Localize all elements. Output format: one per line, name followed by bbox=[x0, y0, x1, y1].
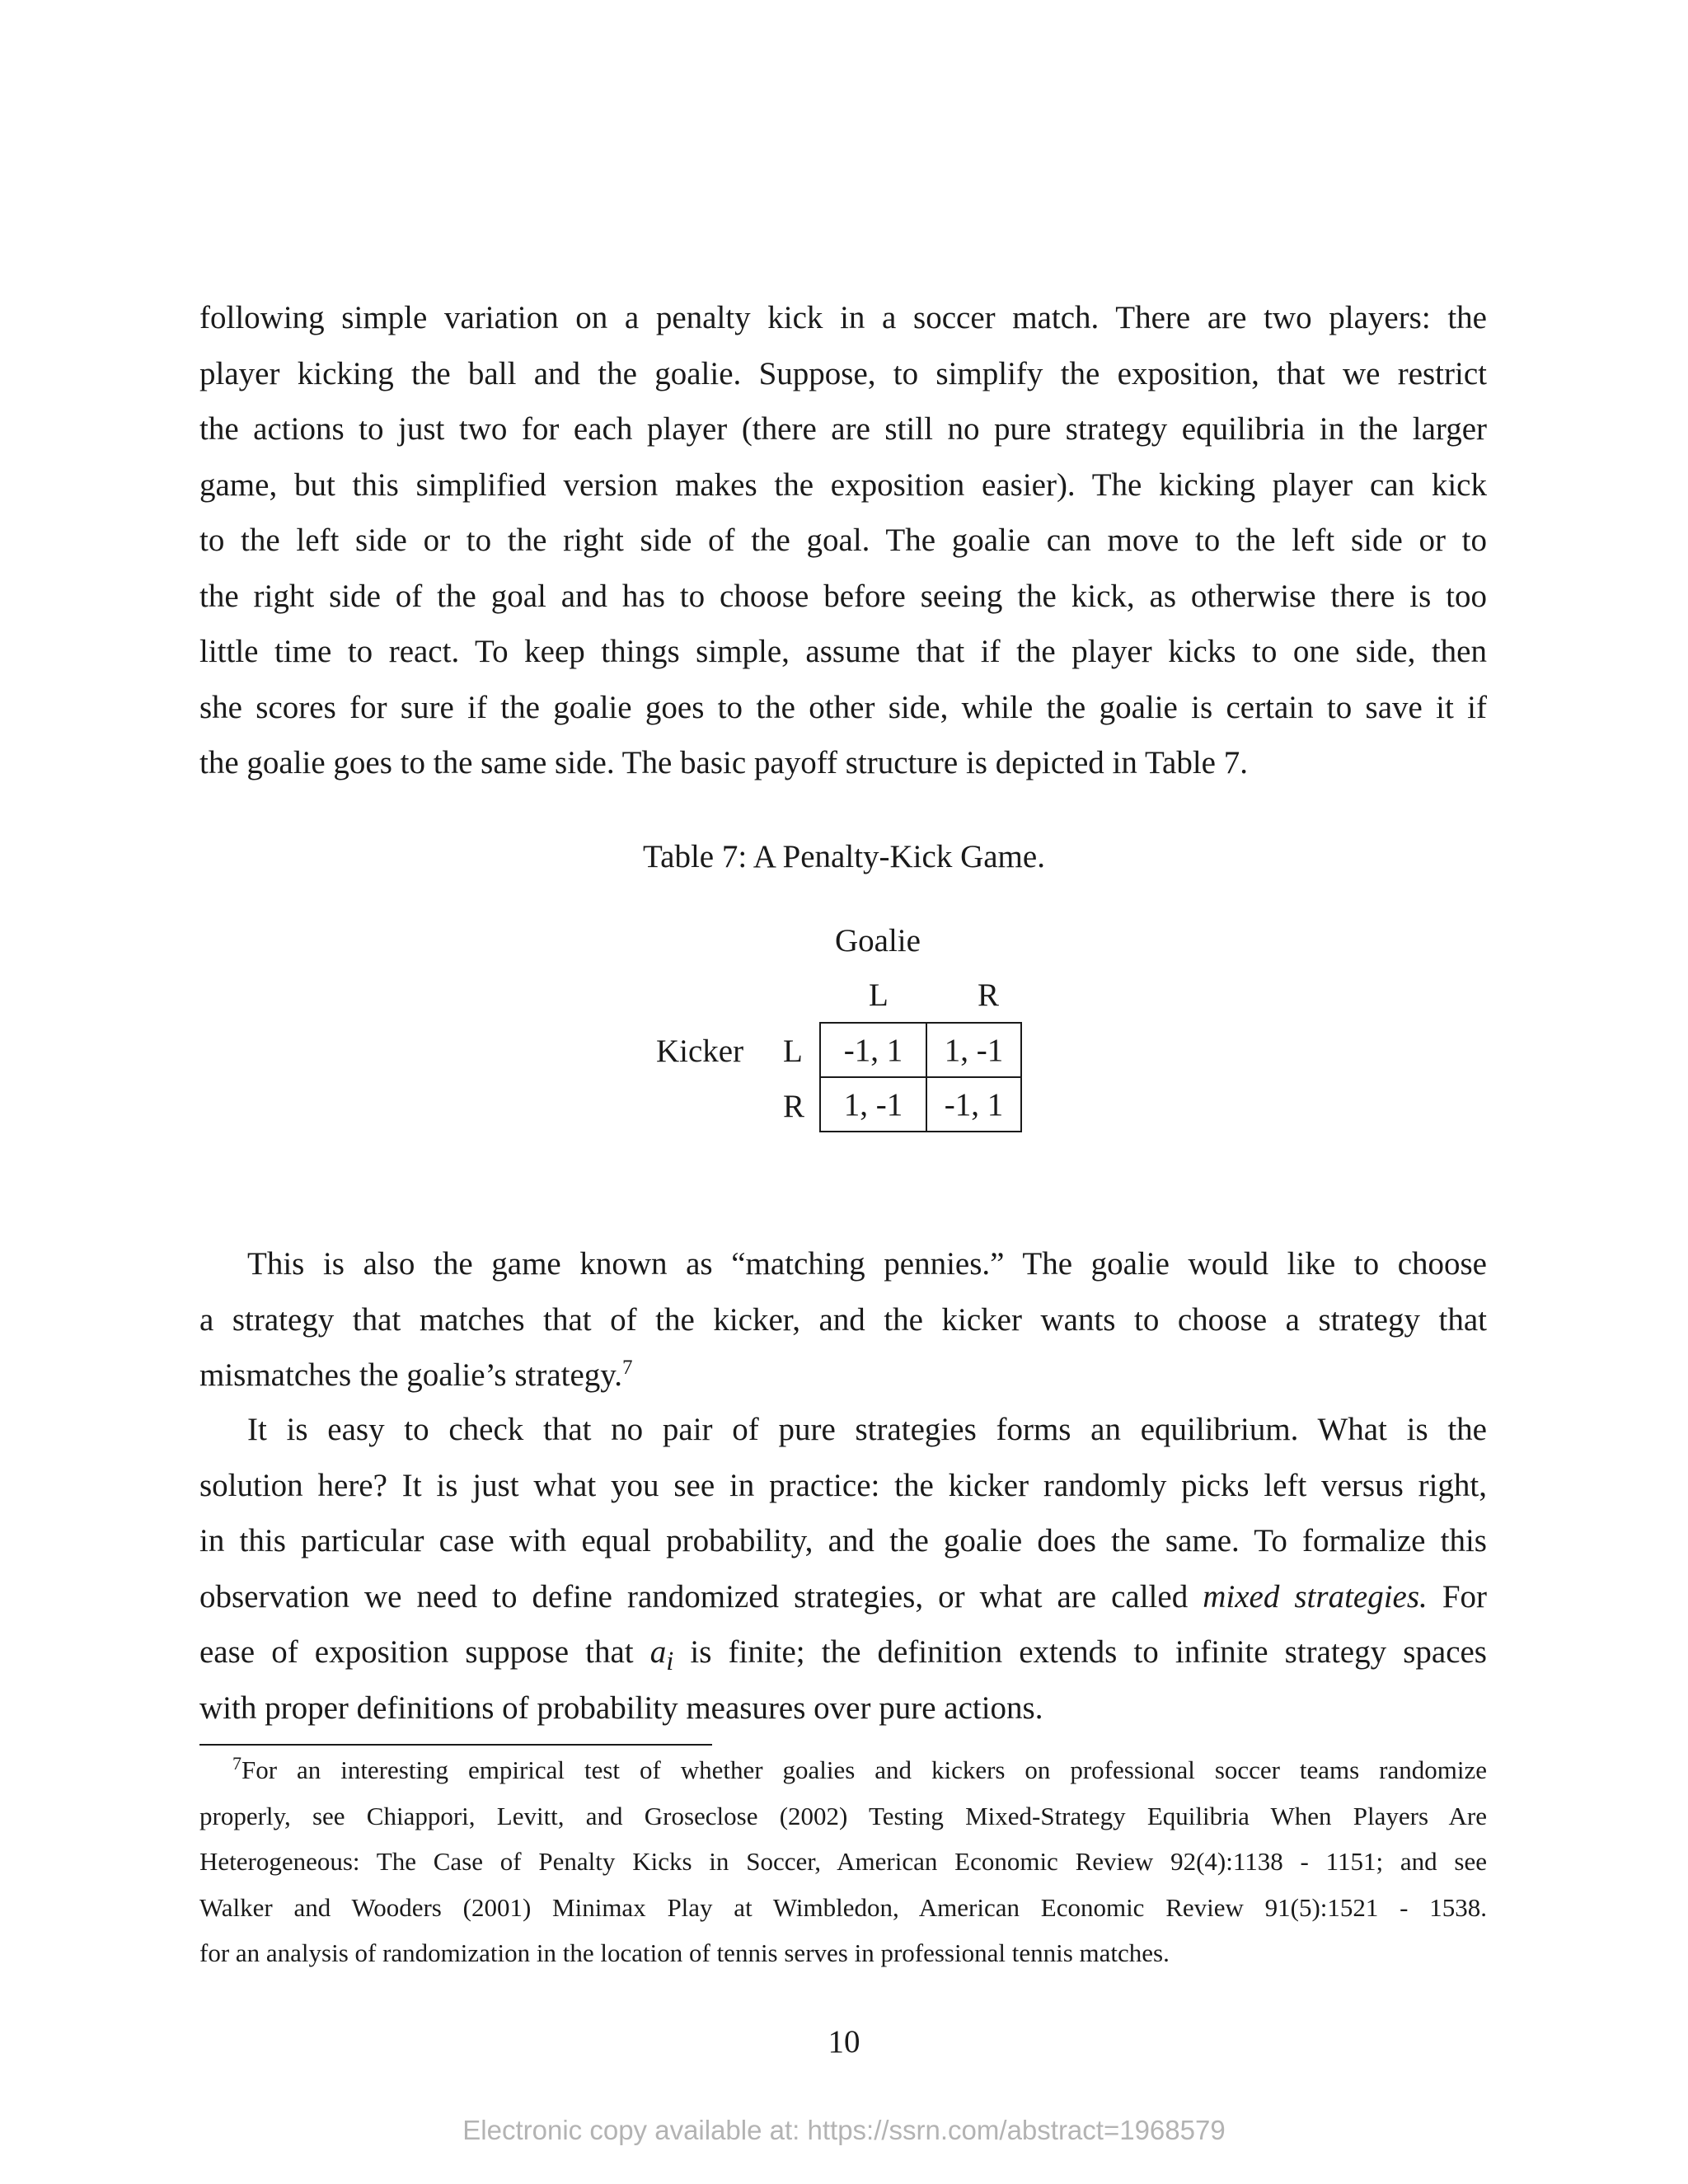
column-action-label: L bbox=[869, 977, 889, 1013]
column-player-label: Goalie bbox=[835, 923, 921, 958]
math-variable: a bbox=[649, 1634, 667, 1670]
paragraph-line: little time to react. To keep things simple, assume that if the player kicks to one side, then bbox=[199, 634, 1487, 669]
emphasis-text: mixed strategies. bbox=[1203, 1578, 1428, 1615]
paragraph-line bbox=[199, 1624, 1487, 1680]
paragraph-line: the goalie goes to the same side. The basic payoff structure is depicted in Table 7. bbox=[199, 745, 1248, 780]
line-text: This is also the game known as “matching pennies.” The goalie would like to choose bbox=[247, 1246, 1487, 1282]
paragraph-line: solution here? It is just what you see in practice: the kicker randomly picks left versus right, bbox=[199, 1467, 1487, 1503]
footnote-line: properly, see Chiappori, Levitt, and Groseclose (2002) Testing Mixed-Strategy Equilibria When Players Are bbox=[199, 1801, 1487, 1830]
line-text: is finite; the definition extends to infinite strategy spaces bbox=[673, 1634, 1487, 1670]
paragraph-line: the right side of the goal and has to choose before seeing the kick, as otherwise there is too bbox=[199, 578, 1487, 614]
math-subscript-text: i bbox=[666, 1646, 674, 1676]
footnote-line: Heterogeneous: The Case of Penalty Kicks in Soccer, American Economic Review 92(4):1138 - 1151; and see bbox=[199, 1847, 1487, 1876]
paragraph-line: she scores for sure if the goalie goes to the other side, while the goalie is certain to save it if bbox=[199, 689, 1487, 725]
line-text: For bbox=[1427, 1578, 1487, 1615]
row-action-label: L bbox=[783, 1033, 803, 1069]
body-paragraph-1 bbox=[199, 290, 1487, 791]
ssrn-watermark[interactable]: Electronic copy available at: https://ssrn.com/abstract=1968579 bbox=[462, 2115, 1226, 2145]
row-player-label: Kicker bbox=[656, 1033, 744, 1069]
line-text: observation we need to define randomized strategies, or what are called bbox=[199, 1578, 1203, 1615]
paragraph-line: in this particular case with equal probability, and the goalie does the same. To formalize this bbox=[199, 1523, 1487, 1558]
payoff-cell: 1, -1 bbox=[820, 1077, 926, 1132]
body-paragraph-3 bbox=[199, 1402, 1487, 1736]
paragraph-line bbox=[199, 1402, 1487, 1458]
paragraph-line: player kicking the ball and the goalie. Suppose, to simplify the exposition, that we restrict bbox=[199, 355, 1487, 391]
payoff-matrix bbox=[819, 1022, 1022, 1132]
line-text: It is easy to check that no pair of pure strategies forms an equilibrium. What is the bbox=[247, 1412, 1487, 1447]
paragraph-line: the actions to just two for each player (there are still no pure strategy equilibria in the larger bbox=[199, 411, 1487, 447]
paragraph-line: with proper definitions of probability measures over pure actions. bbox=[199, 1690, 1043, 1726]
footnote-line: for an analysis of randomization in the location of tennis serves in professional tennis matches. bbox=[199, 1938, 1170, 1967]
table-caption: Table 7: A Penalty-Kick Game. bbox=[643, 839, 1045, 874]
table-row bbox=[820, 1023, 1021, 1077]
body-paragraph-2 bbox=[199, 1236, 1487, 1404]
footnote-line: Walker and Wooders (2001) Minimax Play at Wimbledon, American Economic Review 91(5):1521 - 1538. bbox=[199, 1892, 1487, 1922]
paragraph-line: a strategy that matches that of the kicker, and the kicker wants to choose a strategy that bbox=[199, 1301, 1487, 1338]
payoff-cell: -1, 1 bbox=[926, 1077, 1021, 1132]
paragraph-line bbox=[199, 1236, 1487, 1292]
paragraph-line bbox=[199, 1347, 1487, 1404]
paragraph-line: following simple variation on a penalty kick in a soccer match. There are two players: the bbox=[199, 300, 1487, 335]
footnote-marker: 7 bbox=[232, 1753, 241, 1774]
payoff-cell: -1, 1 bbox=[820, 1023, 926, 1077]
footnote-line bbox=[199, 1747, 1487, 1793]
footnote-marker[interactable]: 7 bbox=[622, 1357, 633, 1379]
table-row bbox=[820, 1077, 1021, 1132]
footnote bbox=[199, 1747, 1487, 1976]
payoff-cell: 1, -1 bbox=[926, 1023, 1021, 1077]
page-number: 10 bbox=[828, 2024, 860, 2060]
column-action-label: R bbox=[978, 977, 1000, 1013]
math-subscript bbox=[666, 1647, 673, 1676]
paragraph-line: game, but this simplified version makes the exposition easier). The kicking player can kick bbox=[199, 466, 1487, 503]
footnote-text: For an interesting empirical test of whether goalies and kickers on professional soccer teams randomize bbox=[241, 1755, 1487, 1784]
paragraph-line bbox=[199, 1569, 1487, 1625]
line-text: mismatches the goalie’s strategy. bbox=[199, 1357, 622, 1393]
line-text: ease of exposition suppose that bbox=[199, 1634, 650, 1670]
paragraph-line: to the left side or to the right side of the goal. The goalie can move to the left side or to bbox=[199, 523, 1487, 558]
footnote-divider bbox=[199, 1744, 712, 1746]
row-action-label: R bbox=[783, 1089, 805, 1124]
